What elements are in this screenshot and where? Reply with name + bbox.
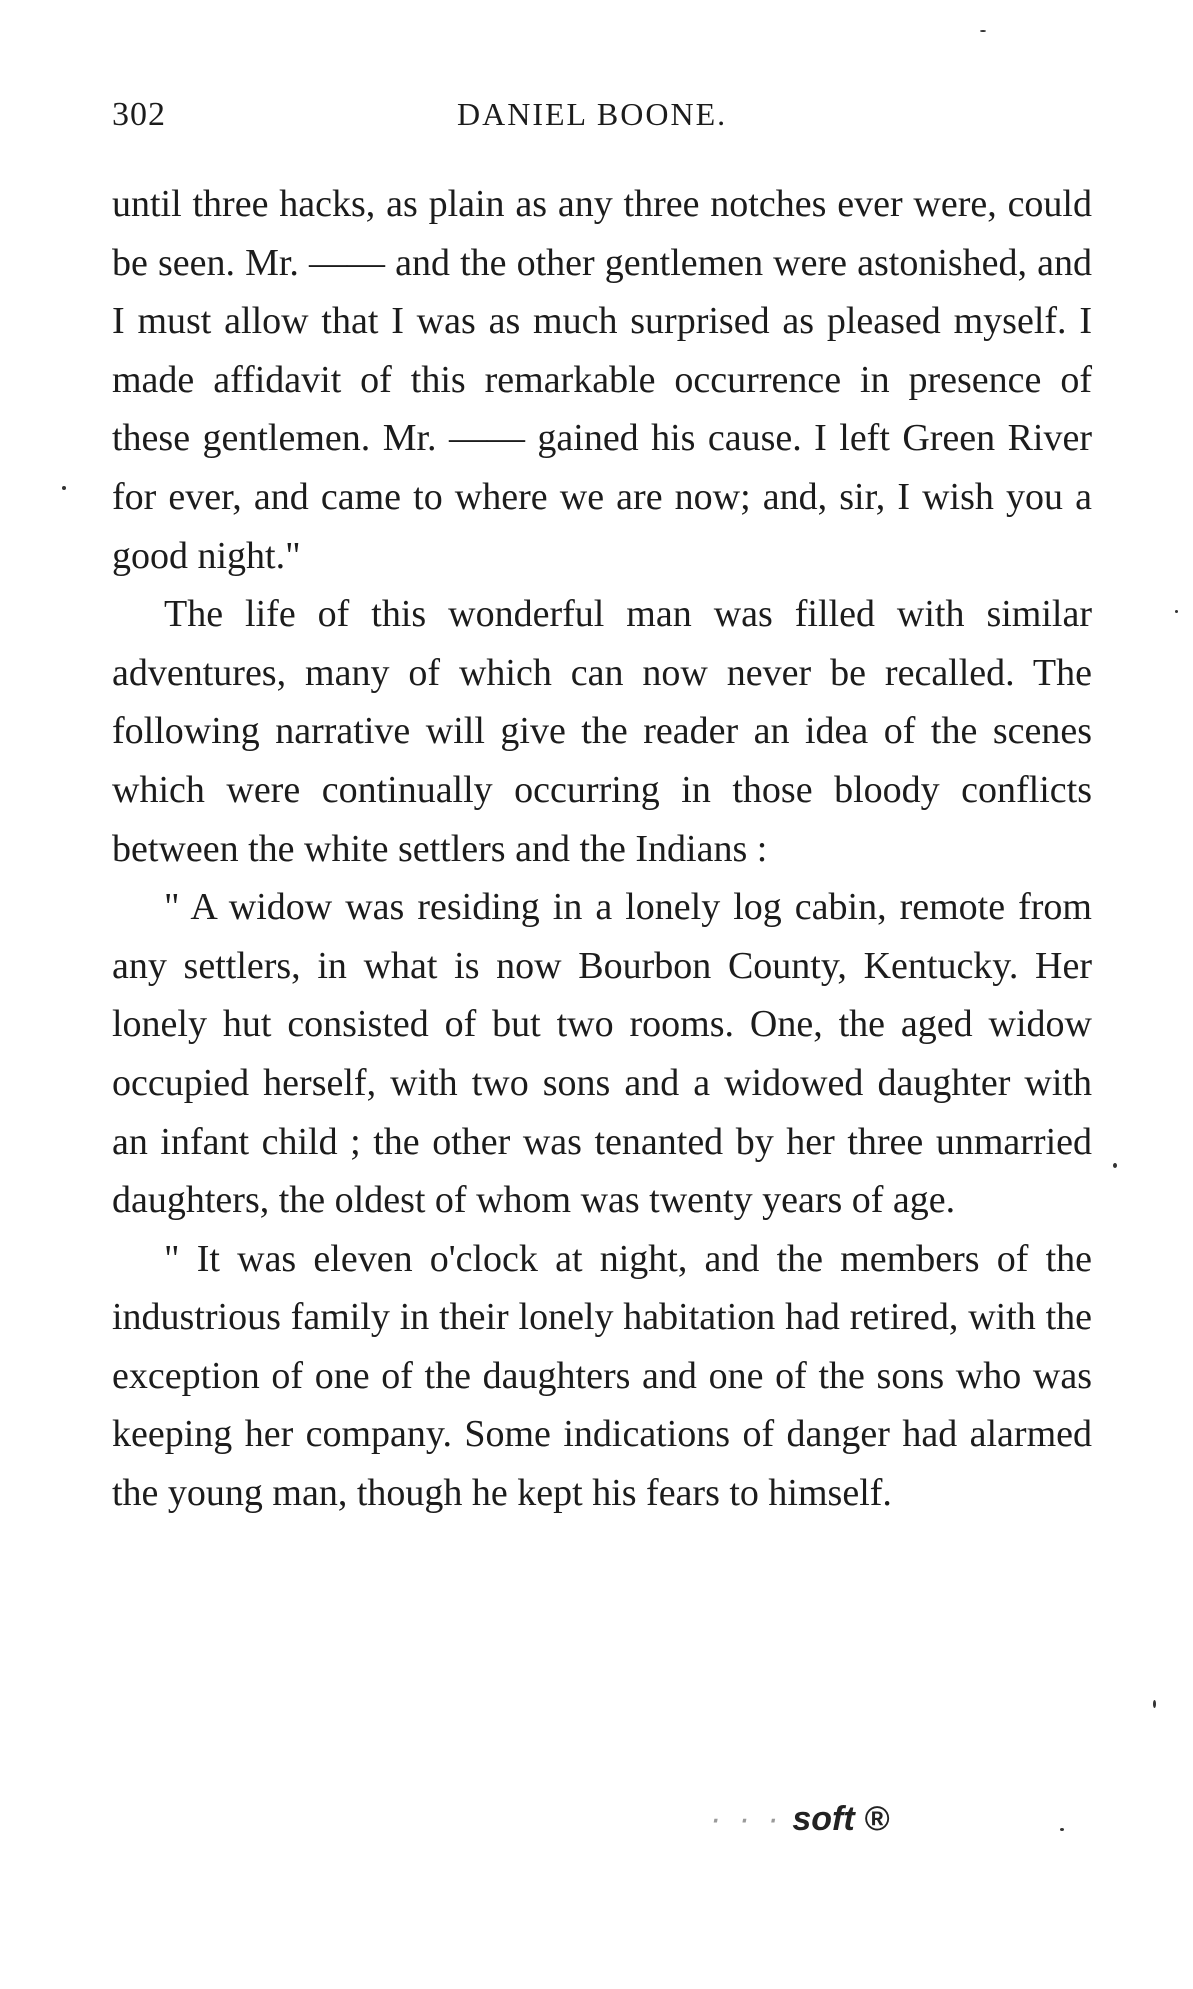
scan-speck [1060,1828,1064,1831]
body-text [112,175,1092,1523]
paragraph-2: The life of this wonderful man was filled with similar adventures, many of which can now never be recalled. The following narrative will give the reader an idea of the scenes which were continually occurring in those bloody conflicts between the white settlers and the Indians : [112,593,1092,870]
page-header [112,96,1092,144]
watermark-faint-prefix: · · · [710,1800,783,1838]
scan-speck [980,30,986,32]
paragraph-4: " It was eleven o'clock at night, and the members of the industrious family in their lonely habitation had retired, with the exception of one of the daughters and one of the sons who was keeping her company. Some indications of danger had alarmed the young man, though he kept his fears to himself. [112,1237,1092,1515]
scan-speck [1153,1700,1156,1708]
scan-speck [1113,1163,1117,1168]
paragraph-3: " A widow was residing in a lonely log cabin, remote from any settlers, in what is now Bourbon County, Kentucky. Her lonely hut consisted of but two rooms. One, the aged widow occupied herself, with two sons and a widowed daughter with an infant child ; the other was tenanted by her three unmarried daughters, the oldest of whom was twenty years of age. [112,886,1092,1222]
digitizer-watermark [710,1800,889,1839]
page-number: 302 [112,96,166,133]
scan-speck [62,486,66,490]
watermark-text: soft ® [792,1800,890,1838]
paragraph-1: until three hacks, as plain as any three notches ever were, could be seen. Mr. —— and the other gentlemen were astonished, and I must allow that I was as much surprised as pleased myself. I made affidavit of this remarkable occurrence in presence of these gentlemen. Mr. —— gained his cause. I left Green River for ever, and came to where we are now; and, sir, I wish you a good night." [112,183,1092,577]
running-head: DANIEL BOONE. [457,96,728,132]
scan-speck [1175,610,1178,613]
